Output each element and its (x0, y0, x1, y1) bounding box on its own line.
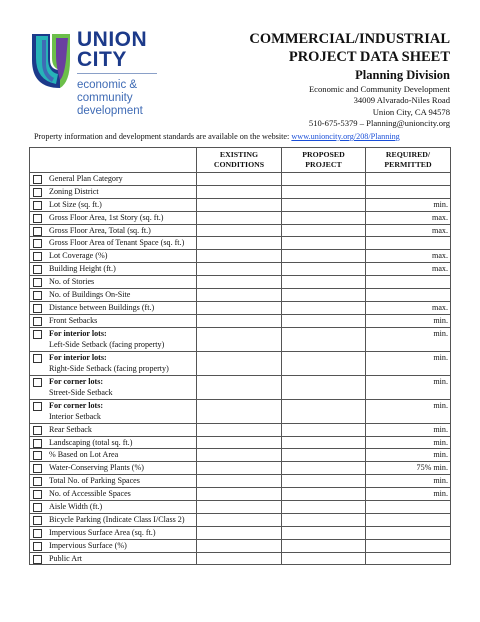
table-row (30, 513, 451, 526)
row-label-cell (30, 185, 197, 198)
header-proposed: PROPOSED PROJECT (282, 148, 366, 173)
required-permitted-cell[interactable] (366, 513, 451, 526)
existing-conditions-cell[interactable] (197, 399, 282, 423)
row-label: Gross Floor Area of Tenant Space (sq. ft.) (49, 238, 185, 248)
row-checkbox[interactable] (33, 529, 42, 538)
proposed-project-cell[interactable] (282, 224, 366, 237)
existing-conditions-cell[interactable] (197, 250, 282, 263)
row-checkbox[interactable] (33, 201, 42, 210)
existing-conditions-cell[interactable] (197, 488, 282, 501)
division-name: Planning Division (355, 68, 450, 82)
row-label-cell (30, 250, 197, 263)
required-permitted-cell[interactable] (366, 289, 451, 302)
row-label: Impervious Surface Area (sq. ft.) (49, 527, 156, 537)
proposed-project-cell[interactable] (282, 327, 366, 351)
row-label: Front Setbacks (49, 315, 98, 325)
title-line-2: PROJECT DATA SHEET (288, 49, 450, 65)
proposed-project-cell[interactable] (282, 399, 366, 423)
proposed-project-cell[interactable] (282, 289, 366, 302)
required-permitted-cell[interactable]: min. (366, 375, 451, 399)
row-label: Aisle Width (ft.) (49, 502, 103, 512)
required-permitted-cell[interactable] (366, 526, 451, 539)
table-row (30, 289, 451, 302)
row-checkbox[interactable] (33, 503, 42, 512)
row-checkbox[interactable] (33, 317, 42, 326)
table-row (30, 436, 451, 449)
row-checkbox[interactable] (33, 555, 42, 564)
table-row (30, 552, 451, 565)
row-checkbox[interactable] (33, 542, 42, 551)
row-checkbox[interactable] (33, 278, 42, 287)
table-row (30, 250, 451, 263)
required-permitted-cell[interactable]: max. (366, 224, 451, 237)
existing-conditions-cell[interactable] (197, 462, 282, 475)
row-checkbox[interactable] (33, 291, 42, 300)
existing-conditions-cell[interactable] (197, 423, 282, 436)
logo-word-union: UNION (77, 28, 148, 51)
row-label: Impervious Surface (%) (49, 540, 127, 550)
existing-conditions-cell[interactable] (197, 526, 282, 539)
row-label-heading: For interior lots: (49, 328, 107, 338)
contact-info: 510-675-5379 – Planning@unioncity.org (308, 118, 450, 129)
row-label-cell (30, 436, 197, 449)
row-label-cell (30, 289, 197, 302)
existing-conditions-cell[interactable] (197, 289, 282, 302)
required-permitted-cell[interactable] (366, 552, 451, 565)
logo-divider (77, 73, 157, 74)
existing-conditions-cell[interactable] (197, 375, 282, 399)
row-label-cell (30, 327, 197, 351)
table-row (30, 488, 451, 501)
proposed-project-cell[interactable] (282, 475, 366, 488)
row-label-cell (30, 423, 197, 436)
existing-conditions-cell[interactable] (197, 185, 282, 198)
row-label: Total No. of Parking Spaces (49, 476, 140, 486)
row-label-cell (30, 526, 197, 539)
row-label-cell (30, 513, 197, 526)
proposed-project-cell[interactable] (282, 488, 366, 501)
row-checkbox[interactable] (33, 402, 42, 411)
existing-conditions-cell[interactable] (197, 449, 282, 462)
table-row (30, 526, 451, 539)
table-row (30, 475, 451, 488)
row-label-cell (30, 501, 197, 514)
existing-conditions-cell[interactable] (197, 198, 282, 211)
header-existing: EXISTING CONDITIONS (197, 148, 282, 173)
logo-subtitle-2: community (77, 92, 133, 104)
table-row (30, 173, 451, 186)
row-checkbox[interactable] (33, 378, 42, 387)
row-label-cell (30, 263, 197, 276)
existing-conditions-cell[interactable] (197, 211, 282, 224)
row-label: General Plan Category (49, 174, 123, 183)
row-label-cell (30, 462, 197, 475)
row-checkbox[interactable] (33, 304, 42, 313)
table-row (30, 327, 451, 351)
website-link[interactable]: www.unioncity.org/208/Planning (291, 132, 400, 141)
city-address: Union City, CA 94578 (372, 106, 450, 117)
required-permitted-cell[interactable]: min. (366, 475, 451, 488)
existing-conditions-cell[interactable] (197, 501, 282, 514)
row-label: Gross Floor Area, 1st Story (sq. ft.) (49, 212, 164, 222)
proposed-project-cell[interactable] (282, 237, 366, 250)
project-data-table (29, 147, 451, 565)
table-row (30, 314, 451, 327)
row-label: Landscaping (total sq. ft.) (49, 437, 133, 447)
row-label-cell (30, 276, 197, 289)
existing-conditions-cell[interactable] (197, 513, 282, 526)
row-checkbox[interactable] (33, 175, 42, 184)
existing-conditions-cell[interactable] (197, 351, 282, 375)
row-label-cell (30, 552, 197, 565)
required-permitted-cell[interactable]: max. (366, 301, 451, 314)
row-checkbox[interactable] (33, 451, 42, 460)
row-label: Left-Side Setback (facing property) (49, 339, 165, 349)
row-checkbox[interactable] (33, 214, 42, 223)
row-checkbox[interactable] (33, 464, 42, 473)
row-label-cell (30, 375, 197, 399)
existing-conditions-cell[interactable] (197, 552, 282, 565)
proposed-project-cell[interactable] (282, 185, 366, 198)
proposed-project-cell[interactable] (282, 276, 366, 289)
proposed-project-cell[interactable] (282, 526, 366, 539)
row-label-cell (30, 237, 197, 250)
proposed-project-cell[interactable] (282, 513, 366, 526)
existing-conditions-cell[interactable] (197, 539, 282, 552)
table-row (30, 539, 451, 552)
row-label: Rear Setback (49, 424, 92, 434)
row-label-heading: For corner lots: (49, 376, 104, 386)
row-label: Bicycle Parking (Indicate Class I/Class 2) (49, 514, 185, 524)
row-checkbox[interactable] (33, 252, 42, 261)
row-label: No. of Stories (49, 277, 95, 287)
logo-word-city: CITY (77, 48, 127, 71)
row-label: Water-Conserving Plants (%) (49, 463, 144, 473)
table-row (30, 301, 451, 314)
proposed-project-cell[interactable] (282, 198, 366, 211)
proposed-project-cell[interactable] (282, 250, 366, 263)
proposed-project-cell[interactable] (282, 314, 366, 327)
website-note-text: Property information and development standards are available on the website: (34, 132, 292, 141)
row-label-cell (30, 351, 197, 375)
existing-conditions-cell[interactable] (197, 173, 282, 186)
title-line-1: COMMERCIAL/INDUSTRIAL (249, 31, 450, 47)
required-permitted-cell[interactable] (366, 276, 451, 289)
website-note (34, 132, 400, 141)
table-row (30, 198, 451, 211)
proposed-project-cell[interactable] (282, 552, 366, 565)
required-permitted-cell[interactable]: 75% min. (366, 462, 451, 475)
row-label-cell (30, 314, 197, 327)
table-row (30, 449, 451, 462)
required-permitted-cell[interactable]: max. (366, 263, 451, 276)
row-label: Distance between Buildings (ft.) (49, 302, 155, 312)
row-checkbox[interactable] (33, 330, 42, 339)
row-label-cell (30, 475, 197, 488)
row-checkbox[interactable] (33, 477, 42, 486)
row-label: Zoning District (49, 186, 99, 196)
table-row (30, 501, 451, 514)
table-row (30, 263, 451, 276)
row-checkbox[interactable] (33, 490, 42, 499)
row-label: Building Height (ft.) (49, 264, 116, 274)
proposed-project-cell[interactable] (282, 462, 366, 475)
row-label-cell (30, 399, 197, 423)
row-checkbox[interactable] (33, 426, 42, 435)
table-header-row (30, 148, 451, 173)
required-permitted-cell[interactable] (366, 237, 451, 250)
required-permitted-cell[interactable]: min. (366, 314, 451, 327)
header-required: REQUIRED/ PERMITTED (366, 148, 451, 173)
row-label: Lot Coverage (%) (49, 251, 108, 261)
row-label-cell (30, 449, 197, 462)
proposed-project-cell[interactable] (282, 539, 366, 552)
existing-conditions-cell[interactable] (197, 276, 282, 289)
row-label: No. of Buildings On-Site (49, 290, 131, 300)
table-row (30, 211, 451, 224)
required-permitted-cell[interactable]: min. (366, 436, 451, 449)
header-blank (30, 148, 197, 173)
row-label: Gross Floor Area, Total (sq. ft.) (49, 225, 151, 235)
row-label-cell (30, 198, 197, 211)
existing-conditions-cell[interactable] (197, 224, 282, 237)
row-label: Right-Side Setback (facing property) (49, 363, 169, 373)
required-permitted-cell[interactable]: min. (366, 488, 451, 501)
row-checkbox[interactable] (33, 516, 42, 525)
logo-subtitle-3: development (77, 105, 143, 117)
department-name: Economic and Community Development (308, 84, 450, 94)
union-city-logo (30, 30, 160, 126)
required-permitted-cell[interactable]: min. (366, 399, 451, 423)
existing-conditions-cell[interactable] (197, 475, 282, 488)
required-permitted-cell[interactable]: min. (366, 423, 451, 436)
table-row (30, 351, 451, 375)
required-permitted-cell[interactable]: min. (366, 198, 451, 211)
proposed-project-cell[interactable] (282, 375, 366, 399)
required-permitted-cell[interactable]: min. (366, 327, 451, 351)
row-label: Interior Setback (49, 411, 101, 421)
existing-conditions-cell[interactable] (197, 327, 282, 351)
row-label: % Based on Lot Area (49, 450, 119, 460)
existing-conditions-cell[interactable] (197, 436, 282, 449)
proposed-project-cell[interactable] (282, 423, 366, 436)
required-permitted-cell[interactable]: max. (366, 211, 451, 224)
required-permitted-cell[interactable] (366, 539, 451, 552)
proposed-project-cell[interactable] (282, 263, 366, 276)
table-row (30, 375, 451, 399)
table-row (30, 462, 451, 475)
row-checkbox[interactable] (33, 188, 42, 197)
row-checkbox[interactable] (33, 354, 42, 363)
street-address: 34009 Alvarado-Niles Road (353, 95, 450, 106)
row-label-cell (30, 488, 197, 501)
table-row (30, 224, 451, 237)
table-row (30, 423, 451, 436)
row-label-heading: For corner lots: (49, 400, 104, 410)
table-row (30, 276, 451, 289)
existing-conditions-cell[interactable] (197, 314, 282, 327)
row-label-cell (30, 224, 197, 237)
required-permitted-cell[interactable]: max. (366, 250, 451, 263)
row-checkbox[interactable] (33, 239, 42, 248)
required-permitted-cell[interactable]: min. (366, 449, 451, 462)
logo-subtitle-1: economic & (77, 79, 138, 91)
proposed-project-cell[interactable] (282, 301, 366, 314)
row-label-heading: For interior lots: (49, 352, 107, 362)
proposed-project-cell[interactable] (282, 173, 366, 186)
row-label-cell (30, 211, 197, 224)
required-permitted-cell[interactable]: min. (366, 351, 451, 375)
row-checkbox[interactable] (33, 227, 42, 236)
row-label: No. of Accessible Spaces (49, 489, 131, 499)
logo-mark-icon (30, 30, 74, 92)
document-header (190, 30, 450, 130)
required-permitted-cell[interactable] (366, 185, 451, 198)
row-label: Public Art (49, 553, 83, 563)
table-row (30, 399, 451, 423)
required-permitted-cell[interactable] (366, 501, 451, 514)
row-label-cell (30, 173, 197, 186)
row-checkbox[interactable] (33, 439, 42, 448)
proposed-project-cell[interactable] (282, 211, 366, 224)
table-row (30, 237, 451, 250)
proposed-project-cell[interactable] (282, 436, 366, 449)
proposed-project-cell[interactable] (282, 449, 366, 462)
row-label-cell (30, 301, 197, 314)
row-label-cell (30, 539, 197, 552)
row-label: Lot Size (sq. ft.) (49, 199, 102, 209)
existing-conditions-cell[interactable] (197, 237, 282, 250)
proposed-project-cell[interactable] (282, 501, 366, 514)
required-permitted-cell[interactable] (366, 173, 451, 186)
existing-conditions-cell[interactable] (197, 301, 282, 314)
existing-conditions-cell[interactable] (197, 263, 282, 276)
row-checkbox[interactable] (33, 265, 42, 274)
proposed-project-cell[interactable] (282, 351, 366, 375)
row-label: Street-Side Setback (49, 387, 113, 397)
table-row (30, 185, 451, 198)
